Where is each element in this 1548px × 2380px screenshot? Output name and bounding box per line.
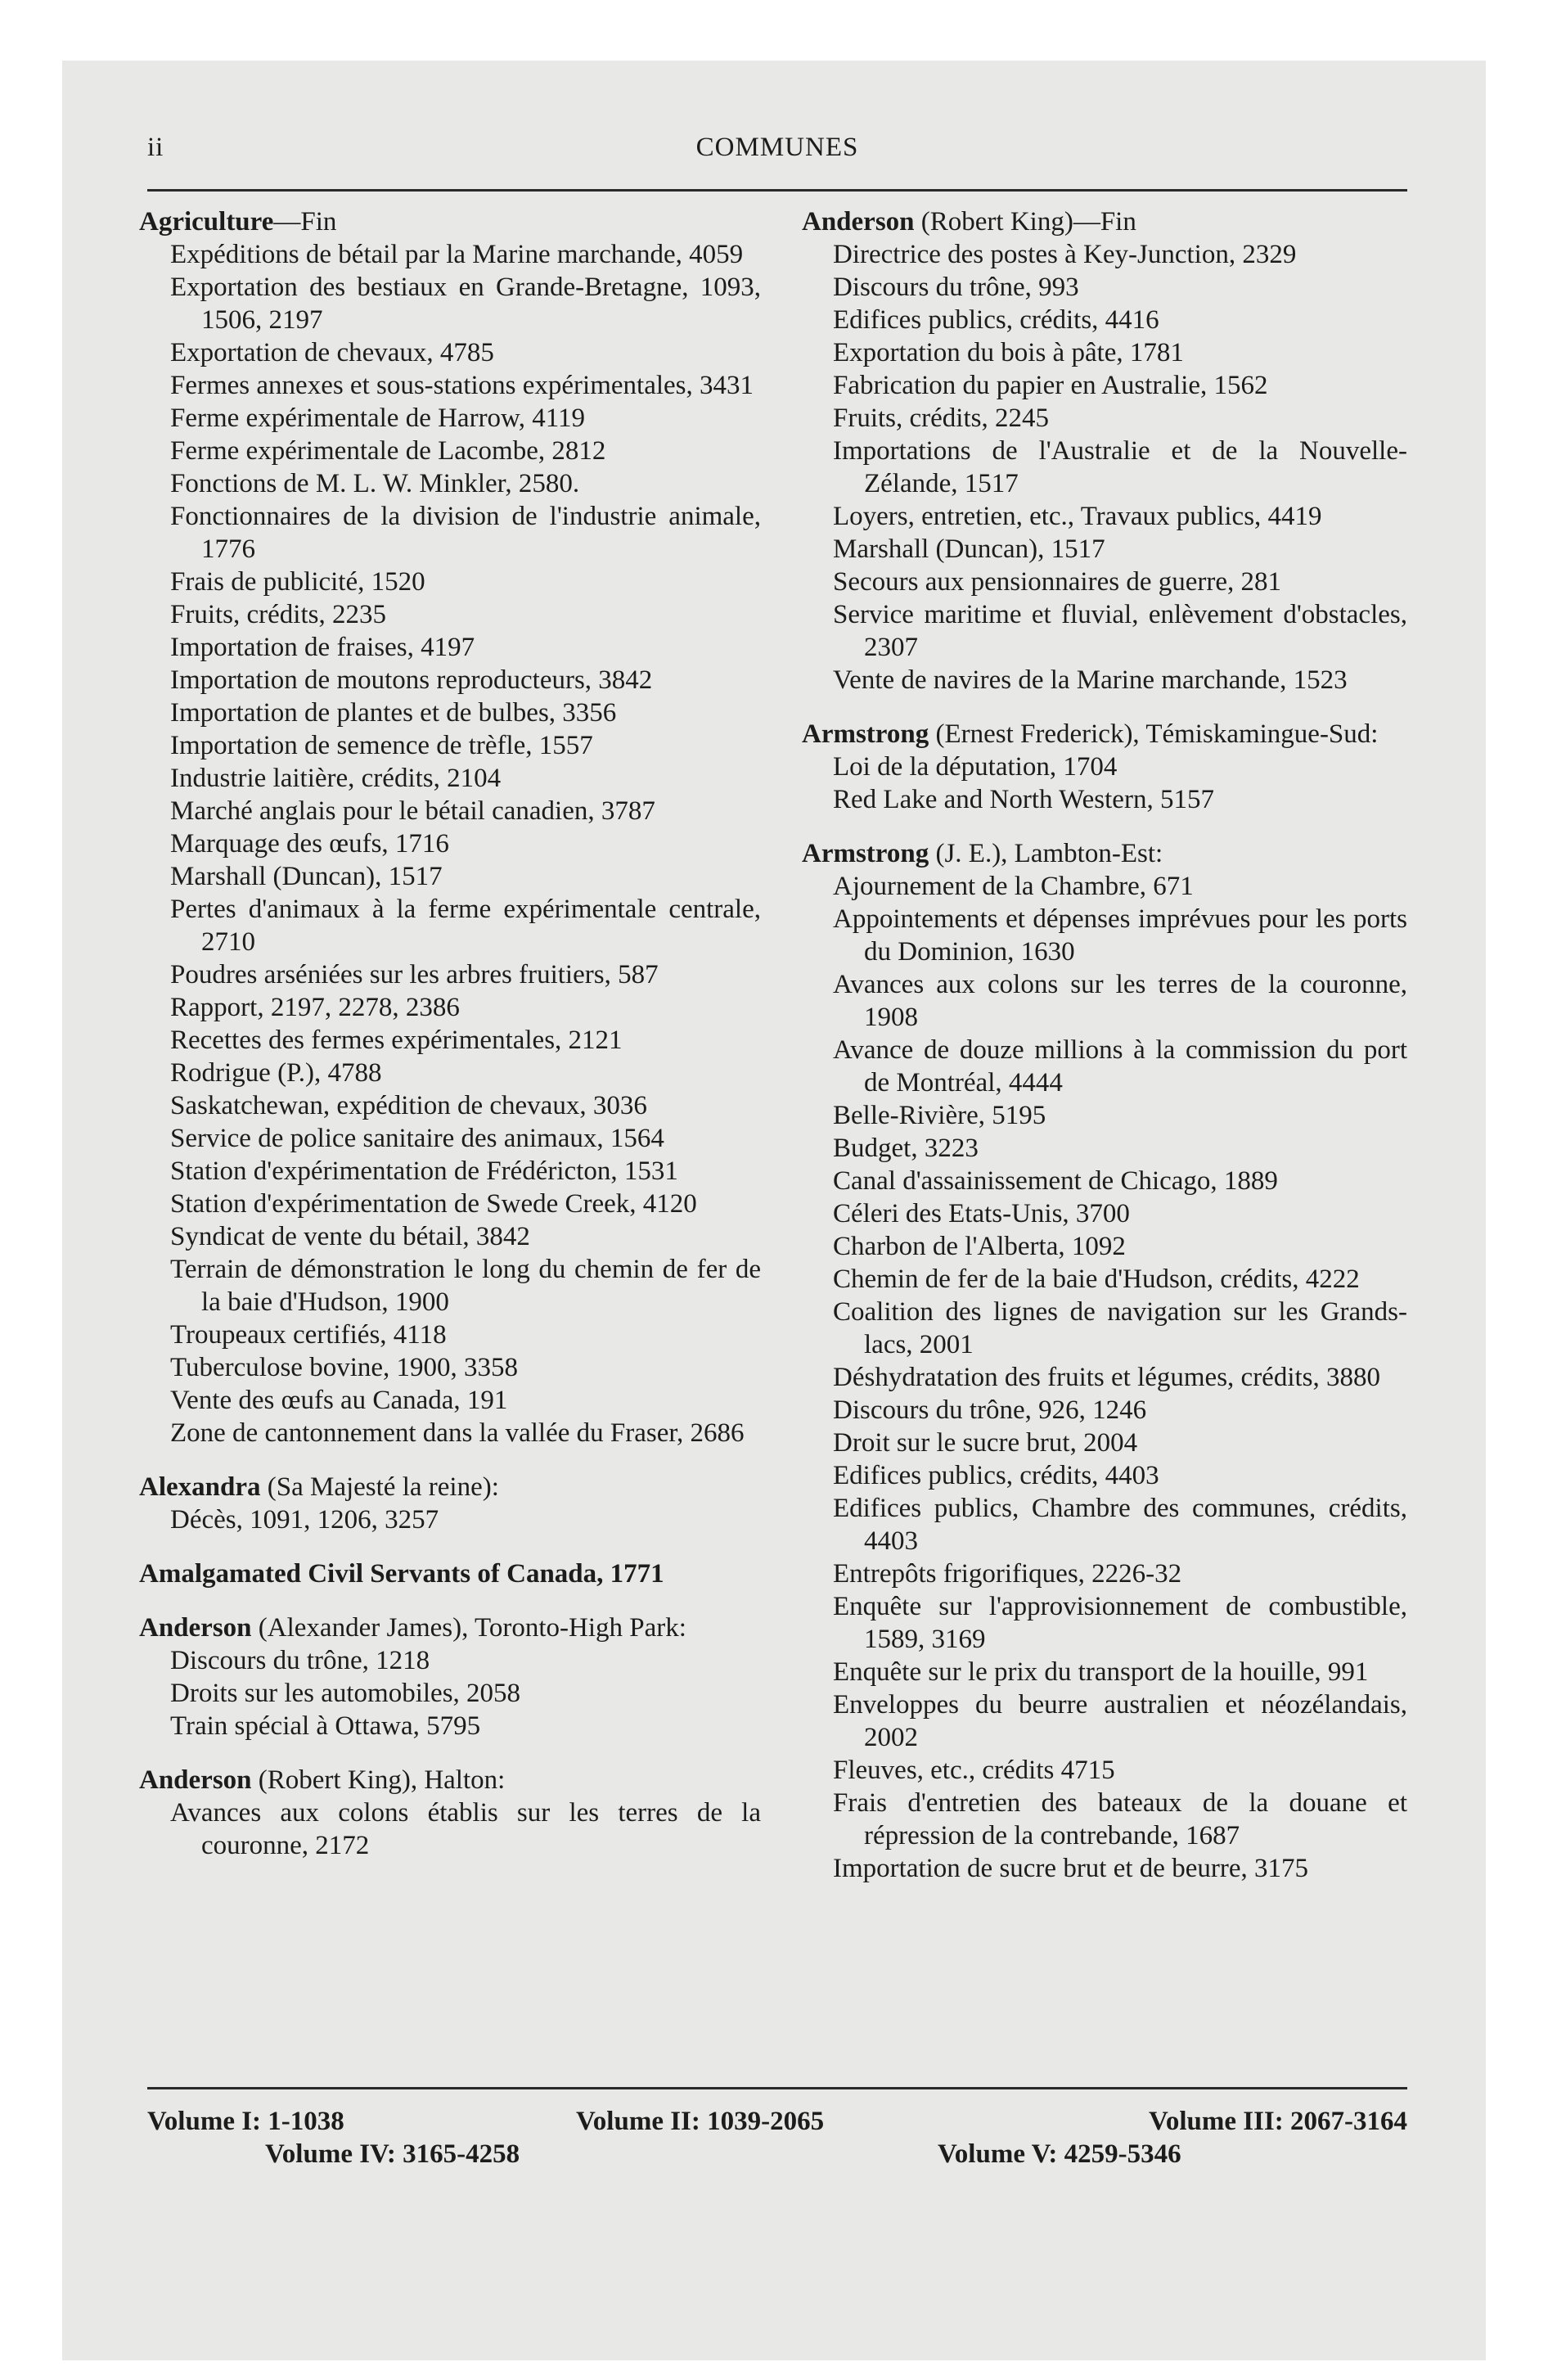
index-entry: Station d'expérimentation de Swede Creek, 4120 — [170, 1189, 697, 1219]
index-entry: Exportation du bois à pâte, 1781 — [833, 338, 1184, 367]
index-entry: Marshall (Duncan), 1517 — [170, 862, 443, 891]
right-column — [802, 205, 1407, 1885]
index-entry: Secours aux pensionnaires de guerre, 281 — [833, 567, 1281, 597]
page-header — [147, 133, 1407, 182]
index-entry: Enquête sur le prix du transport de la houille, 991 — [833, 1657, 1369, 1687]
index-entry: Fonctions de M. L. W. Minkler, 2580. — [170, 469, 580, 498]
index-entry: Appointements et dépenses imprévues pour les ports du Dominion, 1630 — [833, 904, 1407, 967]
index-entry: Loyers, entretien, etc., Travaux publics, 4419 — [833, 502, 1322, 531]
index-entry: Importation de sucre brut et de beurre, 3175 — [833, 1854, 1308, 1883]
index-entry: Avances aux colons établis sur les terres de la couronne, 2172 — [170, 1798, 761, 1860]
index-entry: Marquage des œufs, 1716 — [170, 829, 449, 859]
index-entry: Rapport, 2197, 2278, 2386 — [170, 993, 460, 1022]
heading-name: Anderson — [802, 207, 915, 237]
index-entry: Charbon de l'Alberta, 1092 — [833, 1232, 1126, 1261]
index-entry: Terrain de démonstration le long du chemin de fer de la baie d'Hudson, 1900 — [170, 1255, 761, 1317]
heading-name: Amalgamated Civil Servants of Canada, 1771 — [139, 1559, 664, 1589]
index-entry: Tuberculose bovine, 1900, 3358 — [170, 1353, 519, 1382]
index-entry: Fruits, crédits, 2235 — [170, 600, 386, 629]
index-entry: Directrice des postes à Key-Junction, 2329 — [833, 240, 1297, 269]
heading-detail: (Ernest Frederick), Témiskamingue-Sud: — [929, 719, 1379, 749]
index-heading — [802, 718, 1407, 751]
index-entry: Train spécial à Ottawa, 5795 — [170, 1711, 481, 1741]
index-entry: Rodrigue (P.), 4788 — [170, 1058, 382, 1088]
index-entry: Edifices publics, Chambre des communes, crédits, 4403 — [833, 1494, 1407, 1556]
left-column — [139, 205, 761, 1862]
index-entry: Coalition des lignes de navigation sur les Grands-lacs, 2001 — [833, 1297, 1407, 1359]
index-entry: Chemin de fer de la baie d'Hudson, crédits, 4222 — [833, 1264, 1360, 1294]
volume-2-range: Volume II: 1039-2065 — [576, 2107, 825, 2136]
index-entry: Fonctionnaires de la division de l'industrie animale, 1776 — [170, 502, 761, 564]
index-entry: Ferme expérimentale de Harrow, 4119 — [170, 403, 586, 433]
index-entry: Station d'expérimentation de Frédéricton, 1531 — [170, 1156, 678, 1186]
index-heading — [802, 205, 1407, 238]
heading-name: Anderson — [139, 1613, 252, 1643]
index-entry: Recettes des fermes expérimentales, 2121 — [170, 1025, 623, 1055]
volume-1-range: Volume I: 1-1038 — [147, 2107, 344, 2136]
index-entry: Ajournement de la Chambre, 671 — [833, 872, 1194, 901]
index-heading — [139, 1764, 761, 1796]
volume-4-range: Volume IV: 3165-4258 — [265, 2139, 520, 2169]
index-entry: Enquête sur l'approvisionnement de combustible, 1589, 3169 — [833, 1592, 1407, 1654]
volume-3-range: Volume III: 2067-3164 — [1149, 2107, 1407, 2136]
index-entry: Déshydratation des fruits et légumes, crédits, 3880 — [833, 1363, 1381, 1392]
bottom-rule — [147, 2087, 1407, 2089]
volume-5-range: Volume V: 4259-5346 — [938, 2139, 1181, 2169]
heading-detail: (Robert King)—Fin — [914, 207, 1136, 237]
index-entry: Marché anglais pour le bétail canadien, 3787 — [170, 796, 655, 826]
running-title: COMMUNES — [695, 133, 859, 162]
index-entry: Saskatchewan, expédition de chevaux, 3036 — [170, 1091, 647, 1120]
index-entry: Frais d'entretien des bateaux de la douane et répression de la contrebande, 1687 — [833, 1788, 1407, 1850]
index-entry: Service maritime et fluvial, enlèvement d'obstacles, 2307 — [833, 600, 1407, 662]
index-entry: Importation de fraises, 4197 — [170, 633, 475, 662]
index-entry: Importations de l'Australie et de la Nouvelle-Zélande, 1517 — [833, 436, 1407, 498]
heading-detail: (Sa Majesté la reine): — [260, 1472, 499, 1502]
index-entry: Importation de moutons reproducteurs, 3842 — [170, 665, 653, 695]
index-entry: Frais de publicité, 1520 — [170, 567, 425, 597]
index-entry: Industrie laitière, crédits, 2104 — [170, 764, 502, 793]
index-entry: Fermes annexes et sous-stations expérimentales, 3431 — [170, 371, 754, 400]
index-entry: Edifices publics, crédits, 4403 — [833, 1461, 1159, 1490]
index-entry: Enveloppes du beurre australien et néozélandais, 2002 — [833, 1690, 1407, 1752]
index-entry: Troupeaux certifiés, 4118 — [170, 1320, 447, 1350]
index-entry: Ferme expérimentale de Lacombe, 2812 — [170, 436, 606, 466]
index-entry: Discours du trône, 1218 — [170, 1646, 430, 1675]
heading-detail: (Alexander James), Toronto-High Park: — [251, 1613, 686, 1643]
index-entry: Edifices publics, crédits, 4416 — [833, 305, 1159, 335]
scanned-page — [62, 61, 1486, 2360]
index-heading — [139, 205, 761, 238]
heading-name: Alexandra — [139, 1472, 261, 1502]
index-entry: Droit sur le sucre brut, 2004 — [833, 1428, 1138, 1458]
index-entry: Décès, 1091, 1206, 3257 — [170, 1505, 439, 1535]
heading-detail: (J. E.), Lambton-Est: — [929, 839, 1163, 868]
index-entry: Entrepôts frigorifiques, 2226-32 — [833, 1559, 1182, 1589]
heading-detail: —Fin — [273, 207, 337, 237]
index-entry: Exportation de chevaux, 4785 — [170, 338, 494, 367]
index-entry: Fleuves, etc., crédits 4715 — [833, 1756, 1115, 1785]
index-entry: Discours du trône, 993 — [833, 273, 1079, 302]
index-entry: Importation de plantes et de bulbes, 3356 — [170, 698, 617, 728]
index-entry: Belle-Rivière, 5195 — [833, 1101, 1046, 1130]
index-entry: Poudres arséniées sur les arbres fruitiers, 587 — [170, 960, 659, 989]
heading-name: Agriculture — [139, 207, 274, 237]
heading-detail: (Robert King), Halton: — [251, 1765, 506, 1795]
index-entry: Zone de cantonnement dans la vallée du Fraser, 2686 — [170, 1418, 745, 1448]
index-entry: Syndicat de vente du bétail, 3842 — [170, 1222, 530, 1251]
index-entry: Céleri des Etats-Unis, 3700 — [833, 1199, 1130, 1228]
index-heading — [139, 1557, 761, 1590]
index-entry: Red Lake and North Western, 5157 — [833, 785, 1214, 814]
index-entry: Droits sur les automobiles, 2058 — [170, 1679, 521, 1708]
heading-name: Armstrong — [802, 839, 929, 868]
index-entry: Fruits, crédits, 2245 — [833, 403, 1049, 433]
index-entry: Loi de la députation, 1704 — [833, 752, 1118, 782]
index-entry: Vente des œufs au Canada, 191 — [170, 1386, 508, 1415]
index-entry: Avances aux colons sur les terres de la couronne, 1908 — [833, 970, 1407, 1032]
index-entry: Exportation des bestiaux en Grande-Bretagne, 1093, 1506, 2197 — [170, 273, 761, 335]
index-entry: Vente de navires de la Marine marchande, 1523 — [833, 665, 1348, 695]
index-entry: Discours du trône, 926, 1246 — [833, 1395, 1147, 1425]
index-heading — [139, 1471, 761, 1503]
volume-index-footer — [147, 2107, 1407, 2188]
index-entry: Expéditions de bétail par la Marine marchande, 4059 — [170, 240, 744, 269]
index-entry: Avance de douze millions à la commission du port de Montréal, 4444 — [833, 1035, 1407, 1098]
index-heading — [139, 1611, 761, 1644]
index-entry: Fabrication du papier en Australie, 1562 — [833, 371, 1268, 400]
heading-name: Armstrong — [802, 719, 929, 749]
index-entry: Canal d'assainissement de Chicago, 1889 — [833, 1166, 1278, 1196]
heading-name: Anderson — [139, 1765, 252, 1795]
index-entry: Pertes d'animaux à la ferme expérimentale centrale, 2710 — [170, 895, 761, 957]
top-rule — [147, 189, 1407, 192]
index-entry: Marshall (Duncan), 1517 — [833, 534, 1105, 564]
index-entry: Budget, 3223 — [833, 1134, 979, 1163]
index-entry: Importation de semence de trèfle, 1557 — [170, 731, 593, 760]
index-entry: Service de police sanitaire des animaux, 1564 — [170, 1124, 664, 1153]
page-number: ii — [147, 133, 164, 162]
index-heading — [802, 837, 1407, 870]
